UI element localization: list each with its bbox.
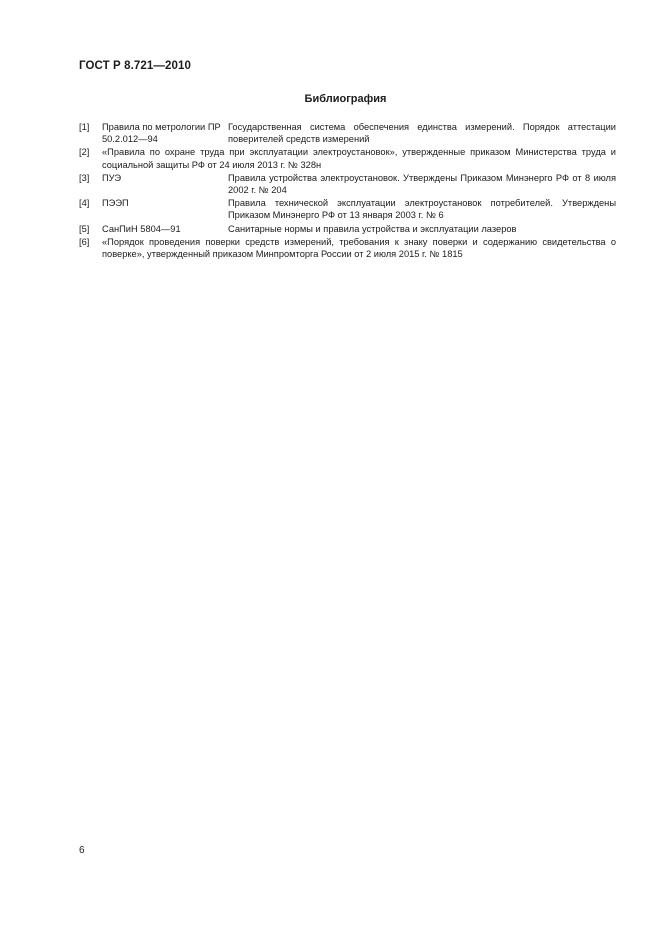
bibliography-entry <box>79 172 616 196</box>
entry-number: [5] <box>79 223 90 234</box>
entry-description: Правила устройства электроустановок. Утверждены Приказом Минэнерго РФ от 8 июля 2002 г. № 204 <box>228 172 616 196</box>
entry-number: [2] <box>79 147 90 158</box>
bibliography-entry <box>79 197 616 221</box>
page-number: 6 <box>79 845 85 856</box>
entry-number: [4] <box>79 198 90 209</box>
entry-source: ПЭЭП <box>102 198 129 209</box>
bibliography-entry <box>79 236 616 260</box>
bibliography-entry <box>79 223 616 235</box>
bibliography-entry <box>79 146 616 170</box>
entry-description: Государственная система обеспечения единства измерений. Порядок аттестации поверителей средств измерений <box>228 122 616 145</box>
entry-source: ПУЭ <box>102 172 122 183</box>
entry-text: «Порядок проведения поверки средств измерений, требования к знаку поверки и содержанию свидетельства о поверке», утвержденный приказом Минпромторга России от 2 июля 2015 г. № 1815 <box>102 236 616 260</box>
entry-description: Правила технической эксплуатации электроустановок потребителей. Утверждены Приказом Минэнерго РФ от 13 января 2003 г. № 6 <box>228 198 616 221</box>
entry-text: «Правила по охране труда при эксплуатации электроустановок», утвержденные приказом Министерства труда и социальной защиты РФ от 24 июля 2013 г. № 328н <box>102 147 616 170</box>
entry-number: [3] <box>79 172 90 183</box>
entry-source: СанПиН 5804—91 <box>102 223 181 234</box>
entry-description: Санитарные нормы и правила устройства и эксплуатации лазеров <box>228 223 517 234</box>
entry-source: Правила по метрологии ПР 50.2.012—94 <box>102 122 221 145</box>
entry-number: [1] <box>79 122 90 132</box>
section-title: Библиография <box>304 93 387 105</box>
entry-number: [6] <box>79 236 90 247</box>
document-header: ГОСТ Р 8.721—2010 <box>79 60 191 72</box>
bibliography-list <box>79 121 616 261</box>
bibliography-entry <box>79 121 616 145</box>
